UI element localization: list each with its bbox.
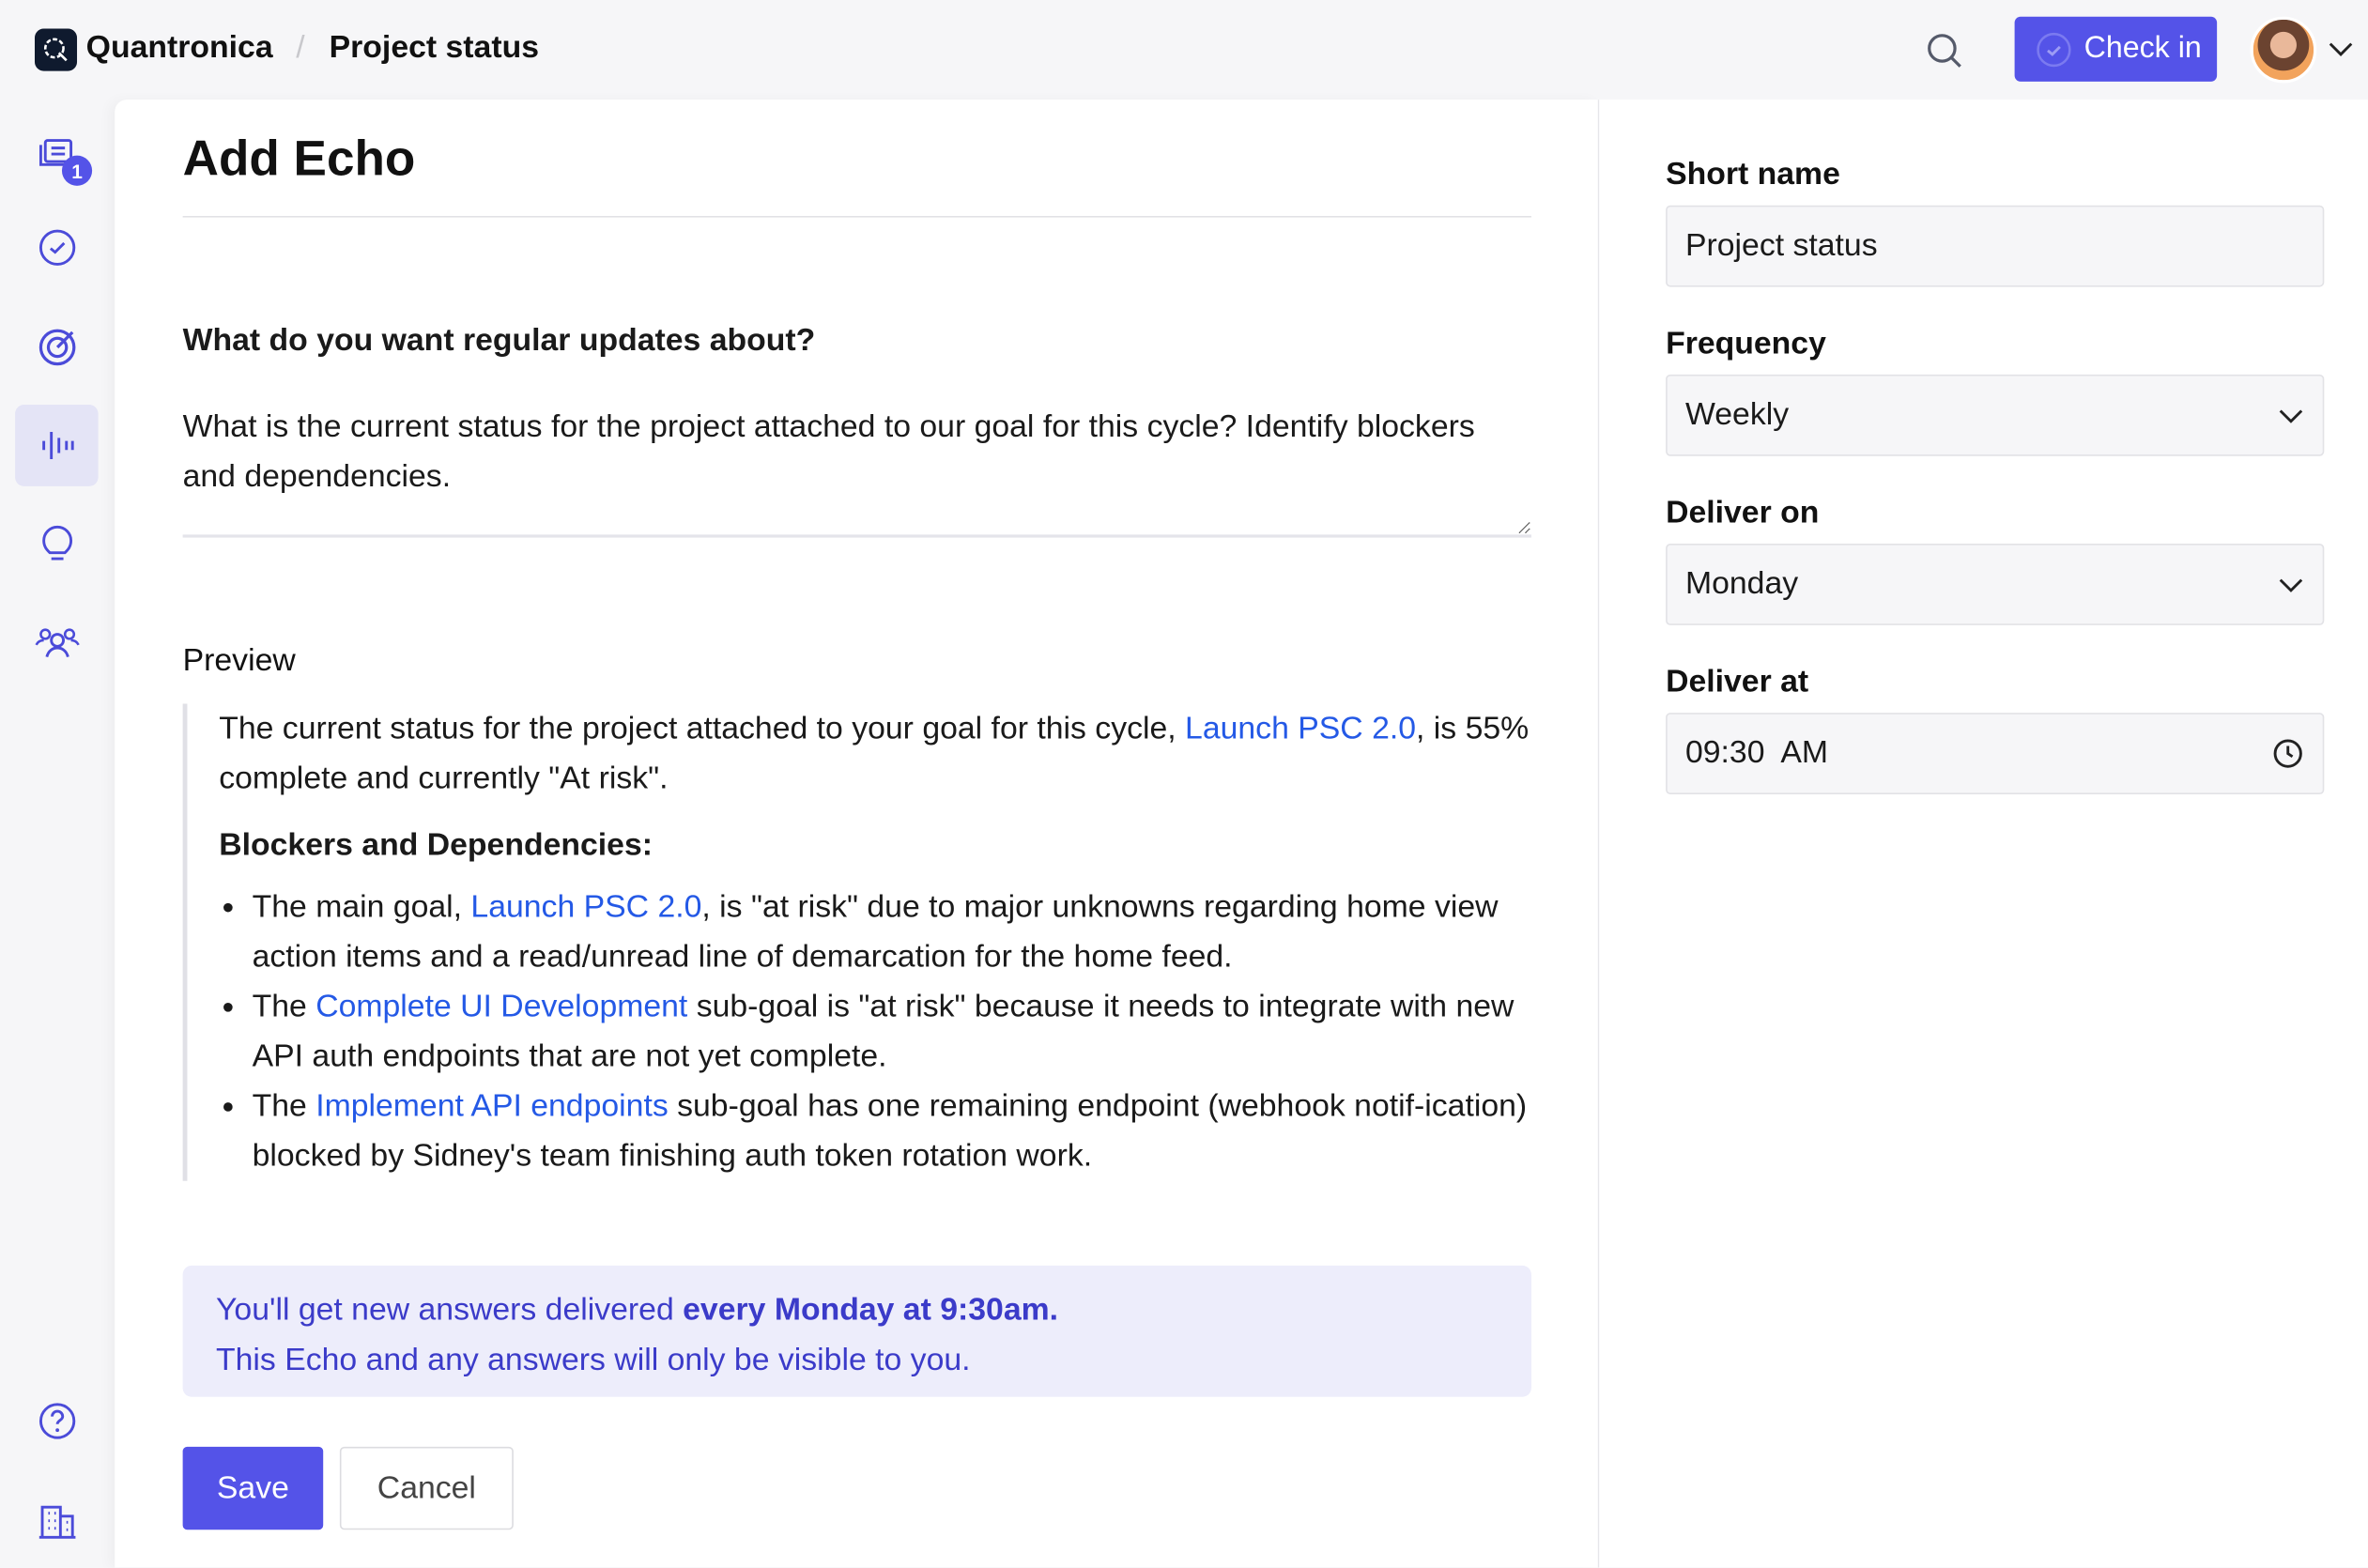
frequency-value: Weekly bbox=[1684, 397, 1790, 433]
save-button[interactable]: Save bbox=[183, 1447, 324, 1530]
preview-label: Preview bbox=[182, 643, 296, 679]
waveform-icon bbox=[36, 424, 78, 467]
team-icon bbox=[34, 623, 79, 665]
list-text: sub-goal has one remaining endpoint (webhook notif-ication) blocked by Sidney's team finishing auth token rotation work. bbox=[252, 1088, 1528, 1174]
notification-badge: 1 bbox=[62, 156, 92, 186]
sidebar bbox=[0, 100, 115, 1567]
sidebar-item-company[interactable] bbox=[15, 1480, 98, 1561]
sidebar-item-feed[interactable] bbox=[15, 115, 98, 196]
breadcrumb-separator: / bbox=[296, 30, 305, 66]
info-visibility: This Echo and any answers will only be visible to you. bbox=[216, 1342, 971, 1377]
frequency-label: Frequency bbox=[1666, 326, 1826, 361]
chevron-down-icon[interactable] bbox=[2328, 38, 2355, 65]
deliver-at-value: 09:30 AM bbox=[1684, 735, 1829, 771]
sidebar-item-team[interactable] bbox=[15, 603, 98, 684]
goal-link[interactable]: Complete UI Development bbox=[315, 989, 688, 1024]
deliver-at-label: Deliver at bbox=[1666, 664, 1809, 699]
list-text: , is "at risk" due to major unknowns regarding home view action items and a read/unread line of demarcation for the home feed. bbox=[252, 889, 1499, 975]
help-icon bbox=[36, 1400, 78, 1442]
question-textarea[interactable] bbox=[183, 402, 1531, 538]
preview-block bbox=[183, 704, 1531, 1181]
add-echo-panel bbox=[115, 100, 1599, 1567]
check-in-button[interactable] bbox=[2015, 17, 2218, 82]
check-circle-icon bbox=[36, 226, 78, 269]
preview-text: , is 55% complete and currently "At risk". bbox=[219, 711, 1530, 796]
building-icon bbox=[36, 1499, 78, 1542]
list-text: sub-goal is "at risk" because it needs to integrate with new API auth endpoints that are not yet complete. bbox=[252, 989, 1515, 1074]
preview-text: The current status for the project attached to your goal for this cycle, bbox=[219, 711, 1186, 746]
user-avatar[interactable] bbox=[2251, 17, 2317, 84]
list-text: The bbox=[252, 989, 316, 1024]
goal-link[interactable]: Launch PSC 2.0 bbox=[1185, 711, 1417, 746]
short-name-input[interactable] bbox=[1666, 206, 2324, 287]
list-text: The bbox=[252, 1088, 316, 1124]
sidebar-item-ideas[interactable] bbox=[15, 504, 98, 586]
breadcrumb-current: Project status bbox=[329, 30, 540, 66]
info-text: You'll get new answers delivered bbox=[216, 1292, 684, 1328]
check-in-label: Check in bbox=[2084, 31, 2202, 66]
quantronica-logo-icon[interactable] bbox=[35, 29, 77, 71]
sidebar-item-goals[interactable] bbox=[15, 307, 98, 389]
goal-link[interactable]: Launch PSC 2.0 bbox=[470, 889, 702, 925]
delivery-info-banner bbox=[183, 1266, 1531, 1397]
sidebar-item-echoes[interactable] bbox=[15, 405, 98, 486]
info-schedule: every Monday at 9:30am. bbox=[683, 1292, 1059, 1328]
deliver-on-label: Deliver on bbox=[1666, 495, 1820, 530]
cancel-button[interactable]: Cancel bbox=[340, 1447, 514, 1530]
list-item bbox=[253, 882, 1531, 981]
target-icon bbox=[36, 326, 78, 368]
deliver-at-time-input[interactable] bbox=[1666, 713, 2324, 794]
brand-name[interactable]: Quantronica bbox=[85, 30, 273, 66]
question-label: What do you want regular updates about? bbox=[182, 323, 816, 359]
sidebar-item-check-ins[interactable] bbox=[15, 207, 98, 288]
clock-icon[interactable] bbox=[2271, 737, 2304, 770]
short-name-value: Project status bbox=[1684, 227, 1878, 263]
short-name-label: Short name bbox=[1666, 157, 1840, 192]
search-icon[interactable] bbox=[1926, 32, 1965, 79]
blockers-list bbox=[219, 882, 1531, 1180]
deliver-on-value: Monday bbox=[1684, 566, 1799, 602]
list-item bbox=[253, 981, 1531, 1081]
preview-intro bbox=[219, 704, 1531, 804]
page-title: Add Echo bbox=[182, 130, 416, 186]
sidebar-item-help[interactable] bbox=[15, 1380, 98, 1462]
goal-link[interactable]: Implement API endpoints bbox=[315, 1088, 669, 1124]
chevron-down-icon bbox=[2277, 576, 2304, 593]
lightbulb-icon bbox=[36, 524, 78, 566]
list-item bbox=[253, 1082, 1531, 1181]
top-bar bbox=[0, 0, 2368, 100]
divider bbox=[183, 216, 1531, 218]
settings-panel bbox=[1599, 100, 2368, 1567]
frequency-select[interactable] bbox=[1666, 375, 2324, 456]
check-circle-icon bbox=[2036, 31, 2072, 68]
list-text: The main goal, bbox=[252, 889, 471, 925]
deliver-on-select[interactable] bbox=[1666, 544, 2324, 625]
chevron-down-icon bbox=[2277, 407, 2304, 424]
blockers-heading: Blockers and Dependencies: bbox=[219, 827, 654, 863]
